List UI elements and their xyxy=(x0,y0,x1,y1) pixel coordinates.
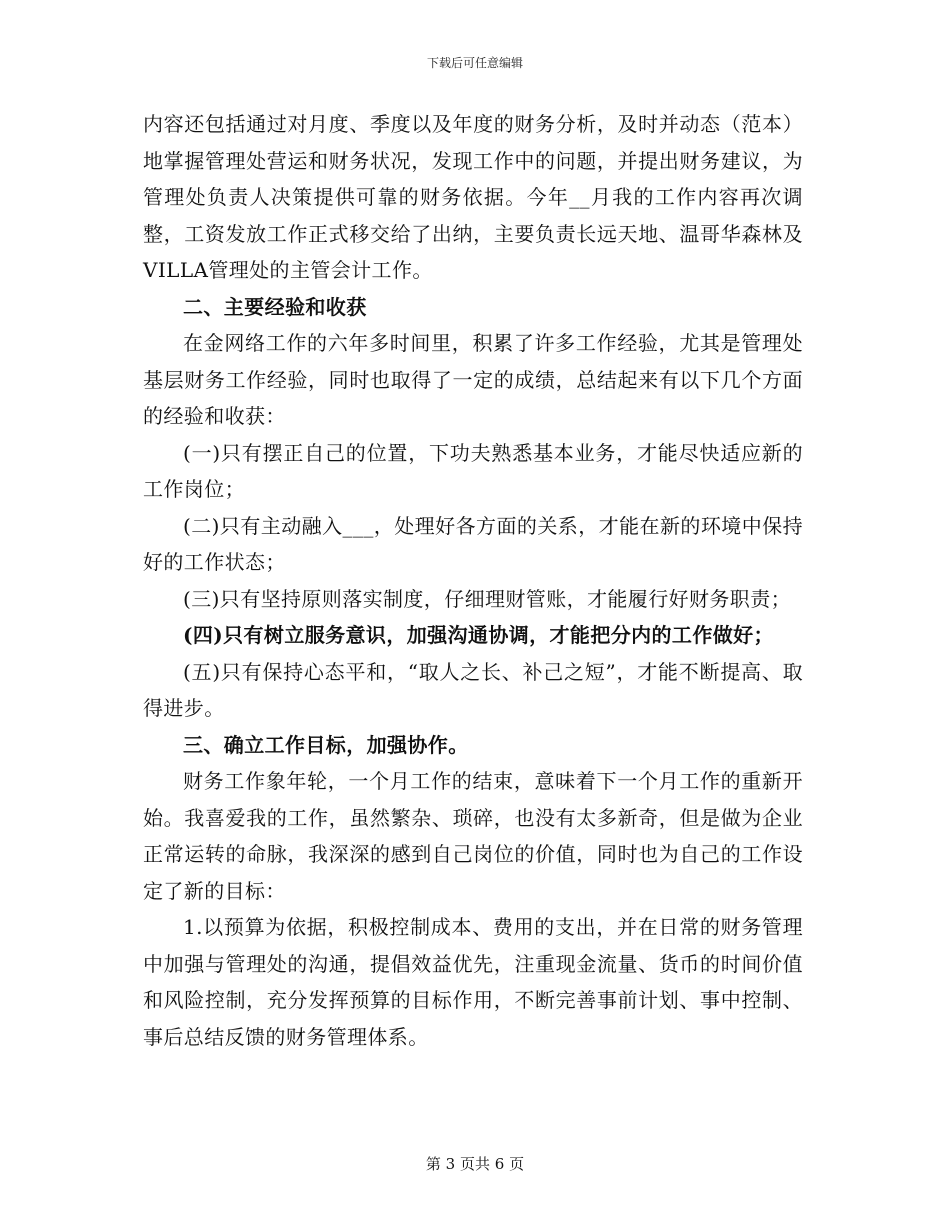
section-heading-2: 二、主要经验和收获 xyxy=(183,294,367,319)
document-body xyxy=(143,106,803,1055)
list-item-1: (一)只有摆正自己的位置，下功夫熟悉基本业务，才能尽快适应新的工作岗位； xyxy=(143,440,803,501)
list-item-3: (三)只有坚持原则落实制度，仔细理财管账，才能履行好财务职责； xyxy=(183,586,792,611)
section-heading-3: 三、确立工作目标，加强协作。 xyxy=(183,732,469,757)
goal-item-1: 1.以预算为依据，积极控制成本、费用的支出，并在日常的财务管理中加强与管理处的沟通，提倡效益优先，注重现金流量、货币的时间价值和风险控制，充分发挥预算的目标作用，不断完善事前计划、事中控制、事后总结反馈的财务管理体系。 xyxy=(143,915,803,1049)
paragraph-continuation: 内容还包括通过对月度、季度以及年度的财务分析，及时并动态（范本）地掌握管理处营运和财务状况，发现工作中的问题，并提出财务建议，为管理处负责人决策提供可靠的财务依据。今年__月我的工作内容再次调整，工资发放工作正式移交给了出纳，主要负责长远天地、温哥华森林及VILLA管理处的主管会计工作。 xyxy=(143,112,803,282)
list-item-4: (四)只有树立服务意识，加强沟通协调，才能把分内的工作做好； xyxy=(183,623,774,647)
page-footer: 第 3 页共 6 页 xyxy=(425,1155,525,1173)
paragraph-goals-intro: 财务工作象年轮，一个月工作的结束，意味着下一个月工作的重新开始。我喜爱我的工作，虽然繁杂、琐碎，也没有太多新奇，但是做为企业正常运转的命脉，我深深的感到自己岗位的价值，同时也为自己的工作设定了新的目标： xyxy=(143,769,803,903)
list-item-2: (二)只有主动融入___，处理好各方面的关系，才能在新的环境中保持好的工作状态； xyxy=(143,513,803,574)
list-item-5: (五)只有保持心态平和，“取人之长、补己之短”，才能不断提高、取得进步。 xyxy=(143,659,803,720)
paragraph-experience-intro: 在金网络工作的六年多时间里，积累了许多工作经验，尤其是管理处基层财务工作经验，同时也取得了一定的成绩，总结起来有以下几个方面的经验和收获： xyxy=(143,331,803,428)
page-header: 下载后可任意编辑 xyxy=(426,56,523,70)
